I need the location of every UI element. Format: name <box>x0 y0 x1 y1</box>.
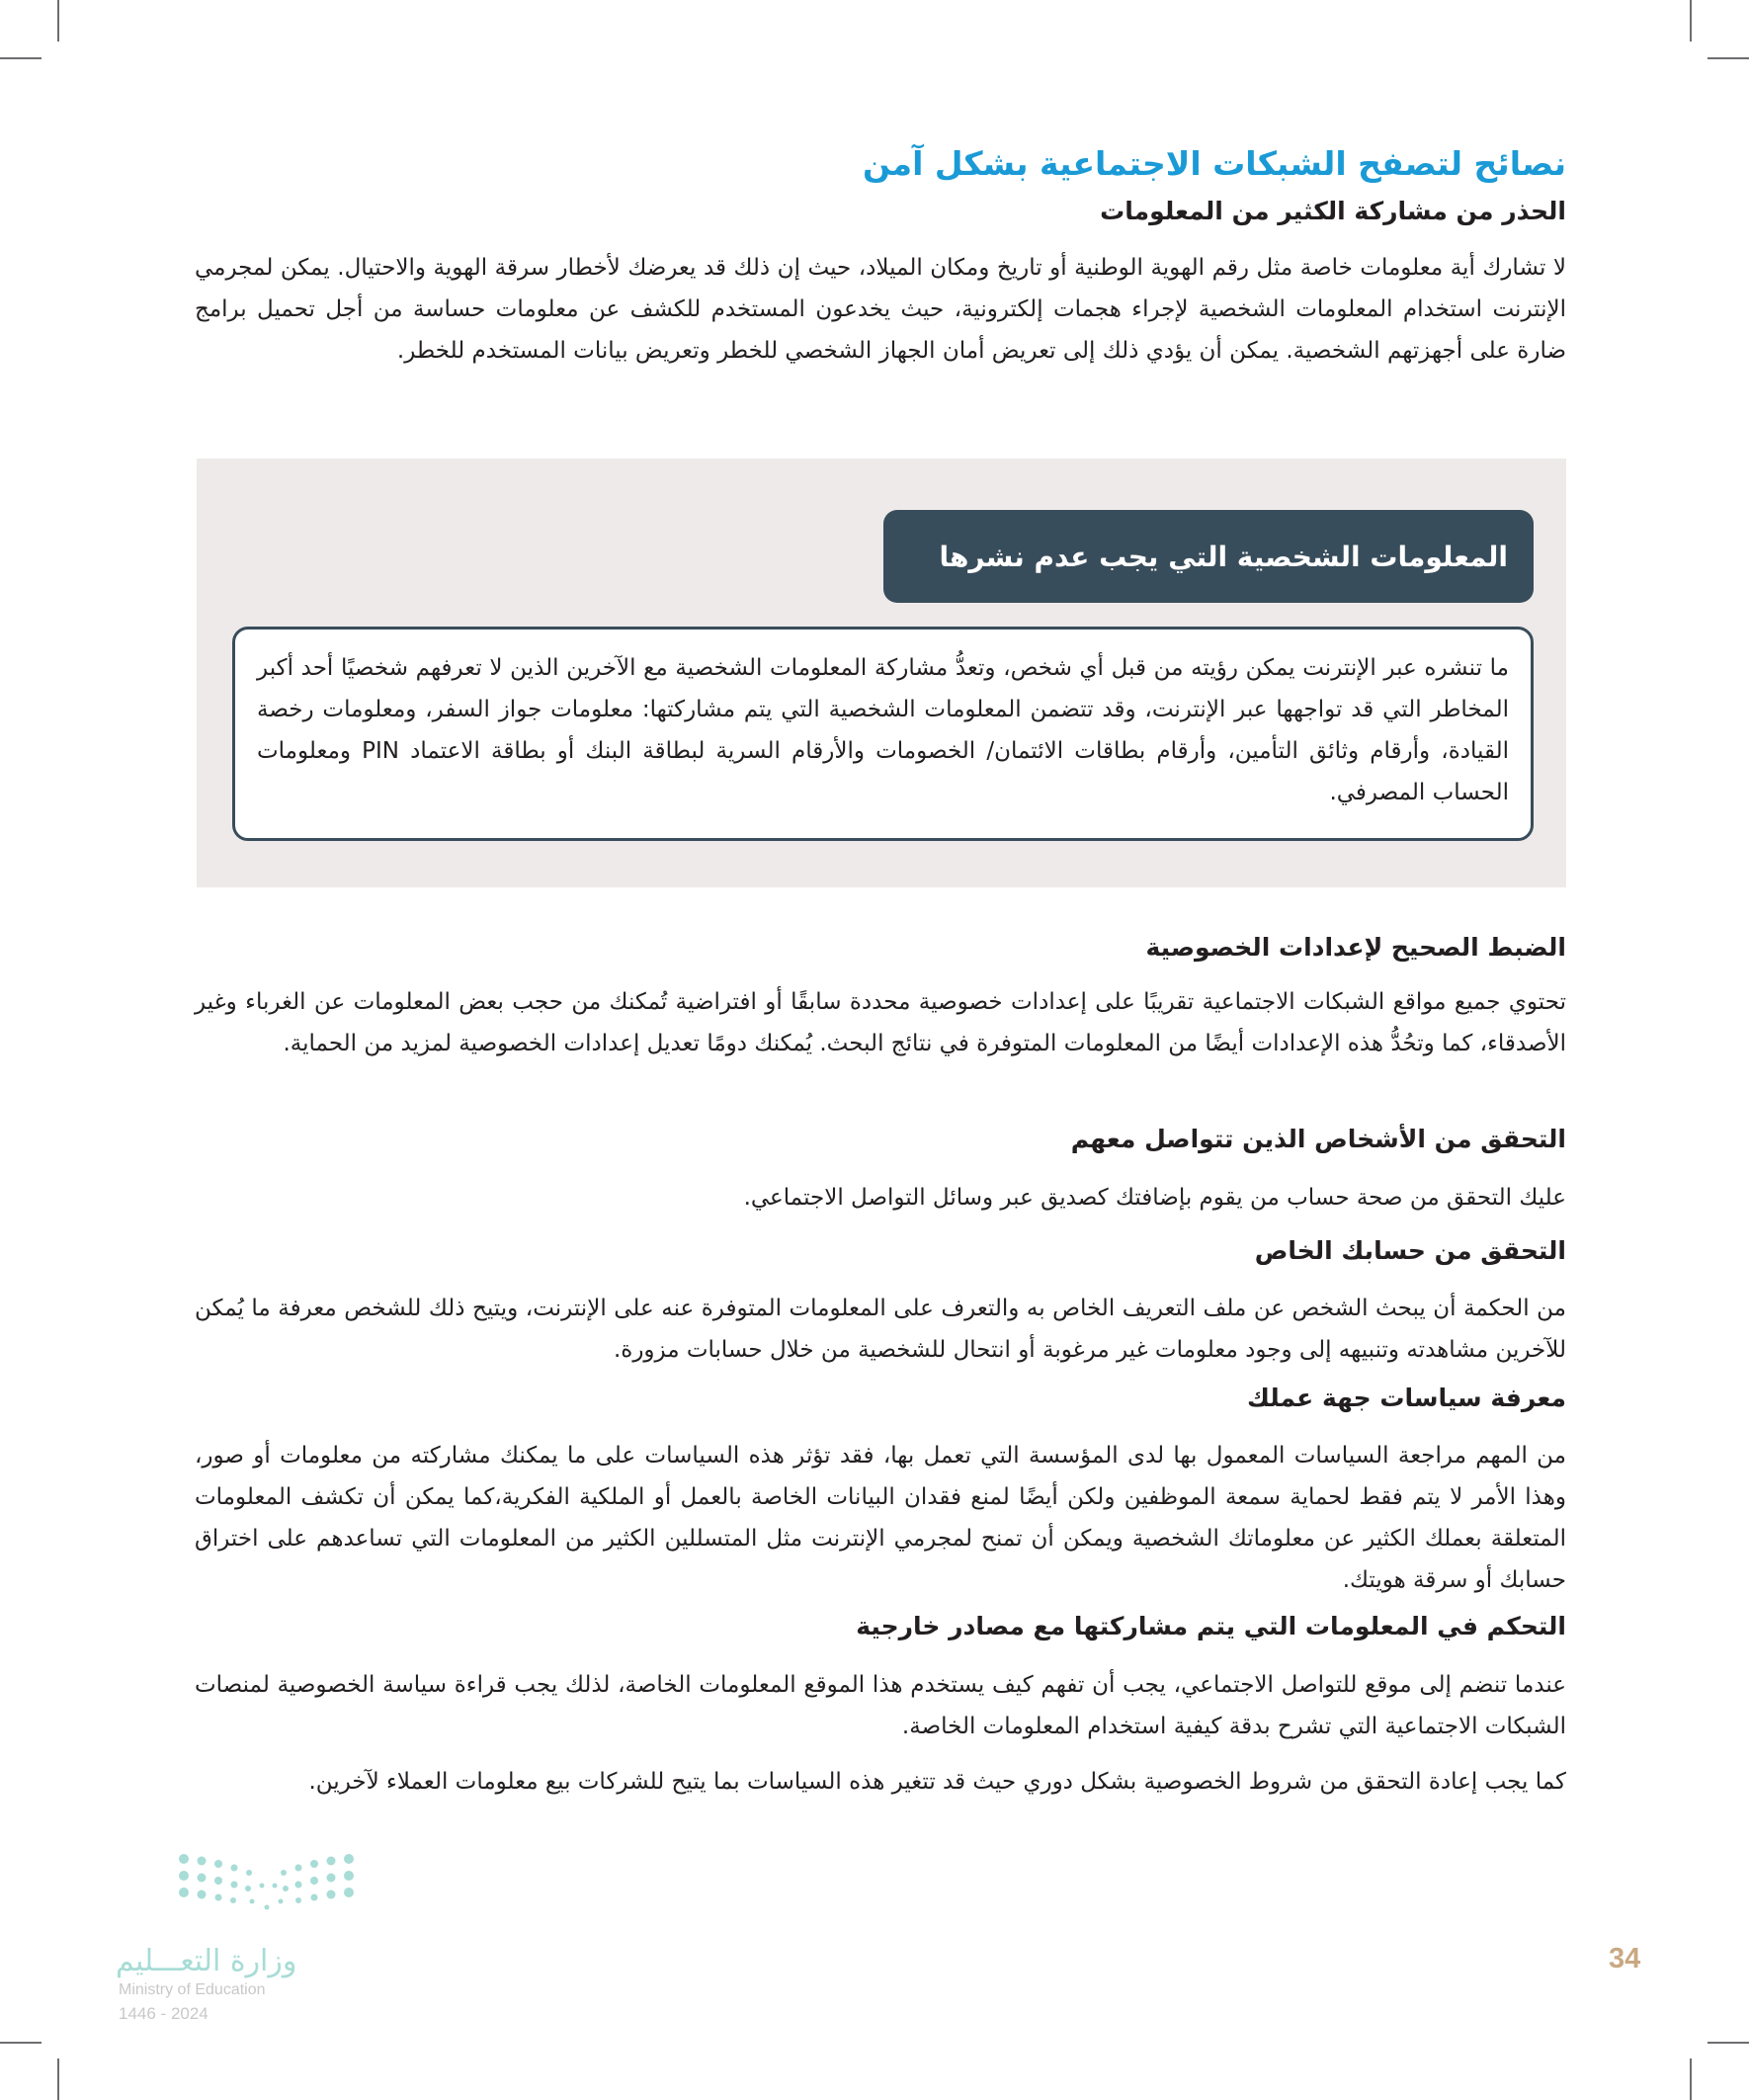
crop-mark <box>0 2042 42 2044</box>
ministry-dots-logo-icon <box>178 1853 356 1912</box>
section-paragraph: عندما تنضم إلى موقع للتواصل الاجتماعي، يجب أن تفهم كيف يستخدم هذا الموقع المعلومات الخاصة، لذلك يجب قراءة سياسة الخصوصية لمنصات الشبكات الاجتماعية التي تشرح بدقة كيفية استخدام المعلومات الخاصة. <box>195 1672 1566 1739</box>
ministry-logo <box>79 1853 366 2021</box>
crop-mark <box>57 2058 59 2100</box>
section-heading: معرفة سياسات جهة عملك <box>1246 1384 1566 1412</box>
section-heading: الحذر من مشاركة الكثير من المعلومات <box>1100 197 1566 225</box>
callout-header-text: المعلومات الشخصية التي يجب عدم نشرها <box>939 540 1508 573</box>
crop-mark <box>1707 57 1749 59</box>
section-heading: التحقق من الأشخاص الذين تتواصل معهم <box>1070 1125 1566 1153</box>
ministry-name-arabic: وزارة التعـــليم <box>116 1944 297 1978</box>
ministry-name-english: Ministry of Education <box>119 1981 266 1998</box>
callout-body-text: ما تنشره عبر الإنترنت يمكن رؤيته من قبل أي شخص، وتعدُّ مشاركة المعلومات الشخصية مع الآخرين الذين لا تعرفهم شخصيًا أحد أكبر المخاطر التي قد تواجهها عبر الإنترنت، وقد تتضمن المعلومات الشخصية التي يتم مشاركتها: معلومات جواز السفر، ومعلومات رخصة القيادة، وأرقام وثائق التأمين، وأرقام بطاقات الائتمان/ الخصومات والأرقام السرية لبطاقة البنك أو بطاقة الاعتماد PIN ومعلومات الحساب المصرفي. <box>257 655 1509 805</box>
callout-header <box>883 510 1534 603</box>
academic-year: 2024 - 1446 <box>119 2004 208 2023</box>
crop-mark <box>57 0 59 42</box>
section-heading: التحكم في المعلومات التي يتم مشاركتها مع مصادر خارجية <box>856 1612 1566 1640</box>
section-heading: الضبط الصحيح لإعدادات الخصوصية <box>1145 933 1566 962</box>
crop-mark <box>1690 2058 1692 2100</box>
page-number: 34 <box>1609 1943 1641 1974</box>
section-paragraph: تحتوي جميع مواقع الشبكات الاجتماعية تقريبًا على إعدادات خصوصية محددة سابقًا أو افتراضية تُمكنك من حجب بعض المعلومات عن الغرباء وغير الأصدقاء، كما وتحُدُّ هذه الإعدادات أيضًا من المعلومات المتوفرة في نتائج البحث. يُمكنك دومًا تعديل إعدادات الخصوصية لمزيد من الحماية. <box>195 989 1566 1056</box>
section-paragraph: لا تشارك أية معلومات خاصة مثل رقم الهوية الوطنية أو تاريخ ومكان الميلاد، حيث إن ذلك قد يعرضك لأخطار سرقة الهوية والاحتيال. يمكن لمجرمي الإنترنت استخدام المعلومات الشخصية لإجراء هجمات إلكترونية، حيث يخدعون المستخدم للكشف عن معلومات حساسة من أجل تحميل برامج ضارة على أجهزتهم الشخصية. يمكن أن يؤدي ذلك إلى تعريض أمان الجهاز الشخصي للخطر وتعريض بيانات المستخدم للخطر. <box>195 255 1566 364</box>
section-paragraph: من الحكمة أن يبحث الشخص عن ملف التعريف الخاص به والتعرف على المعلومات المتوفرة عنه على الإنترنت، ويتيح ذلك للشخص معرفة ما يُمكن للآخرين مشاهدته وتنبيهه إلى وجود معلومات غير مرغوبة أو انتحال للشخصية من خلال حسابات مزورة. <box>195 1296 1566 1363</box>
section-paragraph: كما يجب إعادة التحقق من شروط الخصوصية بشكل دوري حيث قد تتغير هذه السياسات بما يتيح للشركات بيع معلومات العملاء لآخرين. <box>308 1769 1566 1795</box>
callout-body-box <box>232 627 1534 841</box>
section-paragraph: عليك التحقق من صحة حساب من يقوم بإضافتك كصديق عبر وسائل التواصل الاجتماعي. <box>743 1185 1566 1211</box>
crop-mark <box>1690 0 1692 42</box>
section-paragraph: من المهم مراجعة السياسات المعمول بها لدى المؤسسة التي تعمل بها، فقد تؤثر هذه السياسات على ما يمكنك مشاركته من معلومات أو صور، وهذا الأمر لا يتم فقط لحماية سمعة الموظفين ولكن أيضًا لمنع فقدان البيانات الخاصة بالعمل أو الملكية الفكرية،كما يمكن أن تكشف المعلومات المتعلقة بعملك الكثير عن معلوماتك الشخصية ويمكن أن تمنح لمجرمي الإنترنت مثل المتسللين الكثير من المعلومات التي تساعدهم على اختراق حسابك أو سرقة هويتك. <box>195 1443 1566 1593</box>
crop-mark <box>1707 2042 1749 2044</box>
page-title: نصائح لتصفح الشبكات الاجتماعية بشكل آمن <box>862 144 1566 183</box>
section-heading: التحقق من حسابك الخاص <box>1254 1236 1566 1265</box>
crop-mark <box>0 57 42 59</box>
